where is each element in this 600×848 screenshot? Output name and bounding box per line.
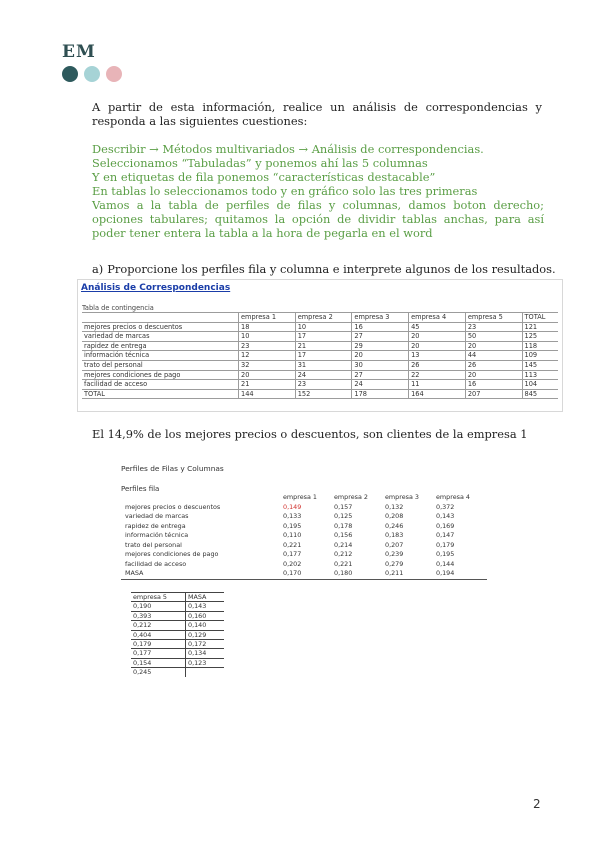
row-label: variedad de marcas [125, 512, 189, 520]
cell: 0,157 [334, 502, 353, 511]
cell: 0,125 [334, 512, 353, 520]
cell: 178 [352, 389, 409, 399]
logo-text: EM [62, 42, 96, 62]
cell: 113 [522, 370, 558, 380]
cell: 0,372 [436, 502, 455, 511]
row-label: rapidez de entrega [125, 521, 186, 530]
header-cell [82, 313, 239, 323]
table-row [131, 658, 224, 667]
profiles-extra-table [131, 592, 224, 677]
cell: 21 [295, 341, 352, 351]
contingency-subtitle: Tabla de contingencia [82, 304, 154, 312]
profiles-extra-screenshot [131, 592, 224, 677]
cell: 23 [465, 322, 522, 332]
table-total-row [82, 389, 558, 399]
cell: 27 [352, 370, 409, 380]
cell: 16 [465, 380, 522, 390]
row-label: mejores condiciones de pago [125, 550, 219, 558]
cell: 17 [295, 351, 352, 361]
cell: 118 [522, 341, 558, 351]
cell: 0,245 [131, 668, 186, 677]
header-cell: empresa 4 [436, 493, 470, 501]
question-text: Proporcione los perfiles fila y columna e interprete algunos de los resultados. [107, 262, 556, 276]
cell: 0,132 [385, 502, 404, 511]
row-label: mejores precios o descuentos [125, 502, 221, 511]
cell: 23 [239, 341, 296, 351]
page-number: 2 [533, 797, 541, 811]
cell: 10 [295, 322, 352, 332]
cell: 18 [239, 322, 296, 332]
logo [62, 42, 122, 82]
question-letter: a) [92, 262, 104, 276]
cell: 0,207 [385, 540, 404, 549]
logo-dot-pink [106, 66, 122, 82]
cell: 0,279 [385, 559, 404, 568]
row-label: rapidez de entrega [82, 341, 239, 351]
profiles-table [121, 493, 487, 580]
cell: 144 [239, 389, 296, 399]
cell: 20 [465, 341, 522, 351]
cell: 21 [239, 380, 296, 390]
table-row [82, 370, 558, 380]
table-row [131, 668, 224, 677]
instruction-line: Seleccionamos “Tabuladas” y ponemos ahí las 5 columnas [92, 156, 428, 170]
table-row [121, 512, 487, 522]
cell: 0,208 [385, 512, 404, 520]
table-row [121, 531, 487, 541]
table-row [82, 341, 558, 351]
row-label: información técnica [82, 351, 239, 361]
header-cell: empresa 3 [385, 493, 419, 501]
table-row [121, 522, 487, 532]
table-row [82, 332, 558, 342]
instruction-line: Describir → Métodos multivariados → Análisis de correspondencias. [92, 142, 484, 156]
table-row [121, 550, 487, 560]
interpretation-text: El 14,9% de los mejores precios o descuentos, son clientes de la empresa 1 [92, 427, 528, 441]
cell: 0,194 [436, 569, 487, 579]
cell: 44 [465, 351, 522, 361]
cell: 0,404 [131, 630, 186, 639]
profiles-title: Perfiles de Filas y Columnas [121, 464, 224, 473]
cell: 0,183 [385, 531, 404, 539]
header-cell: MASA [186, 593, 225, 602]
cell: 0,154 [131, 658, 186, 667]
table-row [131, 649, 224, 658]
row-label: facilidad de acceso [82, 380, 239, 390]
cell: 13 [409, 351, 466, 361]
header-cell: empresa 3 [352, 313, 409, 323]
cell: 125 [522, 332, 558, 342]
cell: 27 [352, 332, 409, 342]
cell: 104 [522, 380, 558, 390]
cell: 0,212 [334, 550, 353, 558]
table-row [131, 611, 224, 620]
cell: 29 [352, 341, 409, 351]
table-header-row [82, 313, 558, 323]
question-a [92, 262, 556, 276]
cell [186, 668, 225, 677]
cell: 0,160 [186, 611, 225, 620]
cell: 20 [239, 370, 296, 380]
table-row [82, 322, 558, 332]
header-cell: empresa 4 [409, 313, 466, 323]
cell: 26 [465, 360, 522, 370]
cell: 109 [522, 351, 558, 361]
cell: 0,147 [436, 531, 455, 539]
cell: 11 [409, 380, 466, 390]
header-cell: empresa 1 [239, 313, 296, 323]
cell: 0,143 [436, 512, 455, 520]
table-row [82, 380, 558, 390]
cell: 0,195 [283, 521, 302, 530]
header-cell: empresa 2 [334, 493, 368, 501]
cell: 0,202 [283, 559, 302, 568]
cell: 0,212 [131, 621, 186, 630]
cell: 0,190 [131, 602, 186, 611]
cell: 26 [409, 360, 466, 370]
highlighted-cell: 0,149 [283, 502, 302, 511]
row-label: MASA [121, 569, 283, 579]
cell: 20 [352, 351, 409, 361]
instructions-block [92, 142, 544, 240]
cell: 0,129 [186, 630, 225, 639]
row-label: TOTAL [82, 389, 239, 399]
cell: 30 [352, 360, 409, 370]
cell: 0,123 [186, 658, 225, 667]
table-row [121, 560, 487, 570]
cell: 0,156 [334, 531, 353, 539]
cell: 50 [465, 332, 522, 342]
table-header-row [131, 593, 224, 602]
intro-paragraph: A partir de esta información, realice un análisis de correspondencias y responda a las siguientes cuestiones: [92, 100, 542, 128]
cell: 0,221 [334, 559, 353, 568]
cell: 32 [239, 360, 296, 370]
row-label: mejores precios o descuentos [82, 322, 239, 332]
header-cell: empresa 5 [131, 593, 186, 602]
row-label: trato del personal [125, 540, 182, 549]
cell: 0,195 [436, 550, 455, 558]
cell: 20 [465, 370, 522, 380]
cell: 0,180 [334, 569, 385, 579]
header-cell: empresa 5 [465, 313, 522, 323]
cell: 164 [409, 389, 466, 399]
table-masa-row [121, 569, 487, 579]
cell: 0,169 [436, 521, 455, 530]
cell: 0,179 [131, 640, 186, 649]
header-cell: TOTAL [522, 313, 558, 323]
table-row [82, 360, 558, 370]
contingency-table [82, 312, 558, 399]
analysis-title: Análisis de Correspondencias [81, 283, 231, 293]
instruction-line: Y en etiquetas de fila ponemos “características destacable” [92, 170, 436, 184]
table-row [131, 602, 224, 611]
cell: 23 [295, 380, 352, 390]
cell: 31 [295, 360, 352, 370]
row-label: mejores condiciones de pago [82, 370, 239, 380]
cell: 0,172 [186, 640, 225, 649]
header-cell: empresa 2 [295, 313, 352, 323]
row-label: información técnica [125, 531, 189, 539]
table-row [131, 621, 224, 630]
cell: 0,134 [186, 649, 225, 658]
cell: 0,221 [283, 540, 302, 549]
cell: 20 [409, 341, 466, 351]
cell: 17 [295, 332, 352, 342]
cell: 0,179 [436, 540, 455, 549]
cell: 0,239 [385, 550, 404, 558]
instruction-line: En tablas lo seleccionamos todo y en gráfico solo las tres primeras [92, 184, 478, 198]
cell: 24 [295, 370, 352, 380]
cell: 24 [352, 380, 409, 390]
cell: 0,246 [385, 521, 404, 530]
table-row [121, 503, 487, 513]
cell: 12 [239, 351, 296, 361]
cell: 0,144 [436, 559, 455, 568]
cell: 20 [409, 332, 466, 342]
row-label: facilidad de acceso [125, 559, 187, 568]
row-label: trato del personal [82, 360, 239, 370]
table-row [121, 541, 487, 551]
cell: 0,110 [283, 531, 302, 539]
cell: 0,170 [283, 569, 334, 579]
cell: 45 [409, 322, 466, 332]
cell: 16 [352, 322, 409, 332]
table-row [131, 630, 224, 639]
cell: 10 [239, 332, 296, 342]
cell: 845 [522, 389, 558, 399]
cell: 207 [465, 389, 522, 399]
instruction-line: Vamos a la tabla de perfiles de filas y columnas, damos boton derecho; opciones tabulares; quitamos la opción de dividir tablas anchas, para así poder tener entera la tabla a la hora de pegarla en el word [92, 198, 544, 240]
header-cell: empresa 1 [283, 493, 317, 501]
logo-dot-dark [62, 66, 78, 82]
cell: 22 [409, 370, 466, 380]
contingency-screenshot [77, 279, 563, 412]
cell: 121 [522, 322, 558, 332]
header-cell [121, 493, 283, 503]
cell: 0,177 [283, 550, 302, 558]
profiles-subtitle: Perfiles fila [121, 485, 160, 493]
cell: 0,177 [131, 649, 186, 658]
logo-dots [62, 66, 122, 82]
cell: 152 [295, 389, 352, 399]
cell: 0,393 [131, 611, 186, 620]
cell: 0,133 [283, 512, 302, 520]
cell: 0,140 [186, 621, 225, 630]
table-header-row [121, 493, 487, 503]
cell: 145 [522, 360, 558, 370]
cell: 0,178 [334, 521, 353, 530]
cell: 0,214 [334, 540, 353, 549]
cell: 0,211 [385, 569, 436, 579]
cell: 0,143 [186, 602, 225, 611]
logo-dot-light [84, 66, 100, 82]
table-row [131, 640, 224, 649]
table-row [82, 351, 558, 361]
row-label: variedad de marcas [82, 332, 239, 342]
